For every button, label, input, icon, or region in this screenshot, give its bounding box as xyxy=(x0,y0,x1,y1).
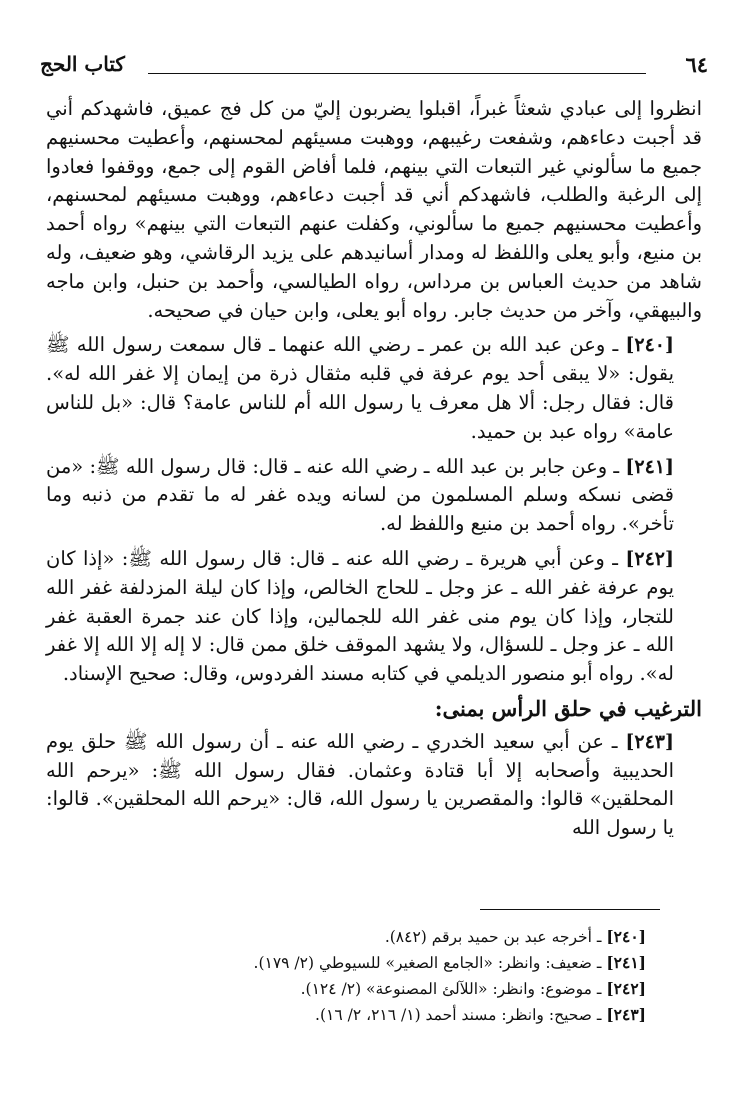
paragraph-continuation: انظروا إلى عبادي شعثاً غبراً، اقبلوا يضربون إليّ من كل فج عميق، فاشهدكم أني قد أجبت دعاءهم، وشفعت رغيبهم، ووهبت مسيئهم لمحسنهم، وأعطيت محسنيهم جميع ما سألوني غير التبعات التي بينهم، فلما أفاض القوم إلى جمع، ووقفوا فعادوا إلى الرغبة والطلب، فاشهدكم أني قد أجبت دعاءهم، ووهبت مسيئهم لمحسنهم، وأعطيت محسنيهم جميع ما سألوني، وكفلت عنهم التبعات التي بينهم» رواه أحمد بن منيع، وأبو يعلى واللفظ له ومدار أسانيدهم على يزيد الرقاشي، وهو ضعيف، وله شاهد من حديث العباس بن مرداس، رواه الطيالسي، وأحمد بن حنبل، وابن ماجه والبيهقي، وآخر من حديث جابر. رواه أبو يعلى، وابن حيان في صحيحه. xyxy=(46,97,702,322)
footnote-241 xyxy=(80,950,646,976)
hadith-text: ـ عن أبي سعيد الخدري ـ رضي الله عنه ـ أن رسول الله ﷺ حلق يوم الحديبية وأصحابه إلا أبا قتادة وعثمان. فقال رسول الله ﷺ: «يرحم الله المحلقين» قالوا: والمقصرين يا رسول الله، قال: «يرحم الله المحلقين». قالوا: يا رسول الله xyxy=(46,729,674,840)
footnote-number: [٢٤٠] xyxy=(606,927,646,946)
hadith-242 xyxy=(46,545,702,689)
footnote-243 xyxy=(80,1002,646,1028)
footnote-number: [٢٤١] xyxy=(606,953,646,972)
footnote-text: ـ صحيح: وانظر: مسند أحمد (١/ ٢١٦، ٢/ ١٦). xyxy=(315,1006,602,1024)
hadith-text: ـ وعن أبي هريرة ـ رضي الله عنه ـ قال: قال رسول الله ﷺ: «إذا كان يوم عرفة غفر الله ـ عز وجل ـ للحاج الخالص، وإذا كان ليلة المزدلفة غفر الله للتجار، وإذا كان يوم منى غفر الله للجمالين، وإذا كان عند جمرة العقبة غفر الله ـ عز وجل ـ للسؤال، ولا يشهد الموقف خلق ممن قال: لا إله إلا الله إلا غفر له». رواه أبو منصور الديلمي في كتابه مسند الفردوس، وقال: صحيح الإسناد. xyxy=(46,546,674,686)
hadith-text: ـ وعن عبد الله بن عمر ـ رضي الله عنهما ـ قال سمعت رسول الله ﷺ يقول: «لا يبقى أحد يوم عرفة في قلبه مثقال ذرة من إيمان إلا غفر الله له». قال: فقال رجل: ألا هل معرف يا رسول الله أم للناس عامة؟ قال: «بل للناس عامة» رواه عبد بن حميد. xyxy=(46,333,674,443)
page-header xyxy=(40,52,708,82)
hadith-text: ـ وعن جابر بن عبد الله ـ رضي الله عنه ـ قال: قال رسول الله ﷺ: «من قضى نسكه وسلم المسلمون من لسانه ويده غفر له ما تقدم من ذنبه وما تأخر». رواه أحمد بن منيع واللفظ له. xyxy=(46,454,674,536)
footnote-rule xyxy=(480,909,660,910)
hadith-243 xyxy=(46,728,702,843)
hadith-240 xyxy=(46,331,702,446)
hadith-number: [٢٤٣] xyxy=(625,730,674,753)
footnote-text: ـ ضعيف: وانظر: «الجامع الصغير» للسيوطي (٢/ ١٧٩). xyxy=(253,954,602,972)
footnotes xyxy=(80,924,646,1028)
footnote-number: [٢٤٢] xyxy=(606,979,646,998)
page-body xyxy=(46,95,702,849)
footnote-text: ـ أخرجه عبد بن حميد برقم (٨٤٢). xyxy=(384,928,602,946)
hadith-number: [٢٤١] xyxy=(625,455,675,478)
header-rule xyxy=(148,73,646,74)
footnote-242 xyxy=(80,976,646,1002)
page-number: ٦٤ xyxy=(685,52,708,77)
hadith-number: [٢٤٠] xyxy=(625,334,674,357)
footnote-text: ـ موضوع: وانظر: «اللآلئ المصنوعة» (٢/ ١٢٤). xyxy=(300,980,602,998)
section-heading: الترغيب في حلق الرأس بمنى: xyxy=(434,695,702,721)
footnote-number: [٢٤٣] xyxy=(606,1005,646,1024)
hadith-241 xyxy=(46,453,702,539)
footnote-240 xyxy=(80,924,646,950)
book-title: كتاب الحج xyxy=(40,52,125,76)
hadith-number: [٢٤٢] xyxy=(625,547,674,570)
